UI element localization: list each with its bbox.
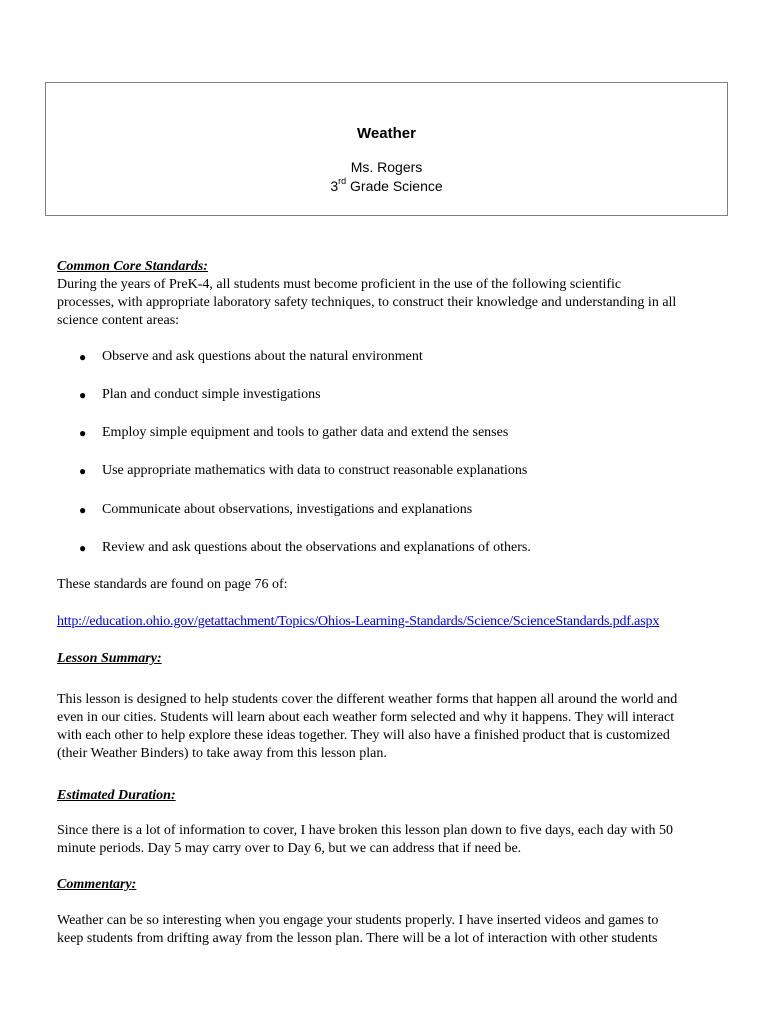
standards-intro: [57, 276, 737, 330]
title-box: [45, 82, 728, 216]
grade-number: 3: [330, 178, 339, 194]
summary-line: (their Weather Binders) to take away from this lesson plan.: [57, 746, 387, 761]
duration-heading-text: Estimated Duration:: [57, 788, 176, 803]
duration-paragraph: [57, 822, 737, 858]
standards-link[interactable]: http://education.ohio.gov/getattachment/Topics/Ohios-Learning-Standards/Science/ScienceStandards.pdf.aspx: [57, 614, 660, 629]
document-title: Weather: [357, 125, 416, 142]
bullet-icon: ●: [79, 503, 87, 517]
list-item: [57, 501, 737, 519]
bullet-icon: ●: [79, 350, 87, 364]
list-item: [57, 348, 737, 366]
standards-intro-line: During the years of PreK-4, all students must become proficient in the use of the following scientific: [57, 277, 622, 292]
standards-section: [57, 258, 737, 330]
standards-intro-line: processes, with appropriate laboratory safety techniques, to construct their knowledge and understanding in all: [57, 295, 677, 310]
commentary-heading-text: Commentary:: [57, 877, 137, 892]
standards-link-row: [57, 613, 737, 631]
list-item-text: Communicate about observations, investigations and explanations: [102, 502, 473, 517]
standards-heading: Common Core Standards:: [57, 259, 208, 274]
summary-line: This lesson is designed to help students cover the different weather forms that happen all around the world and: [57, 692, 678, 707]
bullet-icon: ●: [79, 426, 87, 440]
list-item: [57, 462, 737, 480]
summary-line: even in our cities. Students will learn about each weather form selected and why it happens. They will interact: [57, 710, 675, 725]
list-item: [57, 539, 737, 557]
summary-heading: [57, 650, 737, 668]
grade-course: Grade Science: [346, 178, 443, 194]
list-item-text: Plan and conduct simple investigations: [102, 387, 321, 402]
list-item: [57, 424, 737, 442]
list-item-text: Review and ask questions about the observations and explanations of others.: [102, 540, 531, 555]
summary-paragraph: [57, 691, 737, 763]
list-item-text: Use appropriate mathematics with data to construct reasonable explanations: [102, 463, 528, 478]
standards-found-text: These standards are found on page 76 of:: [57, 577, 288, 592]
list-item-text: Observe and ask questions about the natural environment: [102, 349, 423, 364]
duration-heading: [57, 787, 737, 805]
summary-line: with each other to help explore these ideas together. They will also have a finished product that is customized: [57, 728, 670, 743]
commentary-line: Weather can be so interesting when you engage your students properly. I have inserted videos and games to: [57, 913, 659, 928]
course-line: [46, 178, 727, 195]
commentary-heading: [57, 876, 737, 894]
bullet-icon: ●: [79, 541, 87, 555]
list-item-text: Employ simple equipment and tools to gather data and extend the senses: [102, 425, 509, 440]
summary-heading-text: Lesson Summary:: [57, 651, 162, 666]
bullet-icon: ●: [79, 464, 87, 478]
commentary-paragraph: [57, 912, 737, 948]
duration-line: minute periods. Day 5 may carry over to Day 6, but we can address that if need be.: [57, 841, 522, 856]
grade-suffix: rd: [338, 176, 347, 187]
bullet-icon: ●: [79, 388, 87, 402]
list-item: [57, 386, 737, 404]
commentary-line: keep students from drifting away from the lesson plan. There will be a lot of interaction with other students: [57, 931, 658, 946]
duration-line: Since there is a lot of information to cover, I have broken this lesson plan down to five days, each day with 50: [57, 823, 674, 838]
standards-intro-line: science content areas:: [57, 313, 180, 328]
teacher-name: Ms. Rogers: [350, 159, 423, 175]
